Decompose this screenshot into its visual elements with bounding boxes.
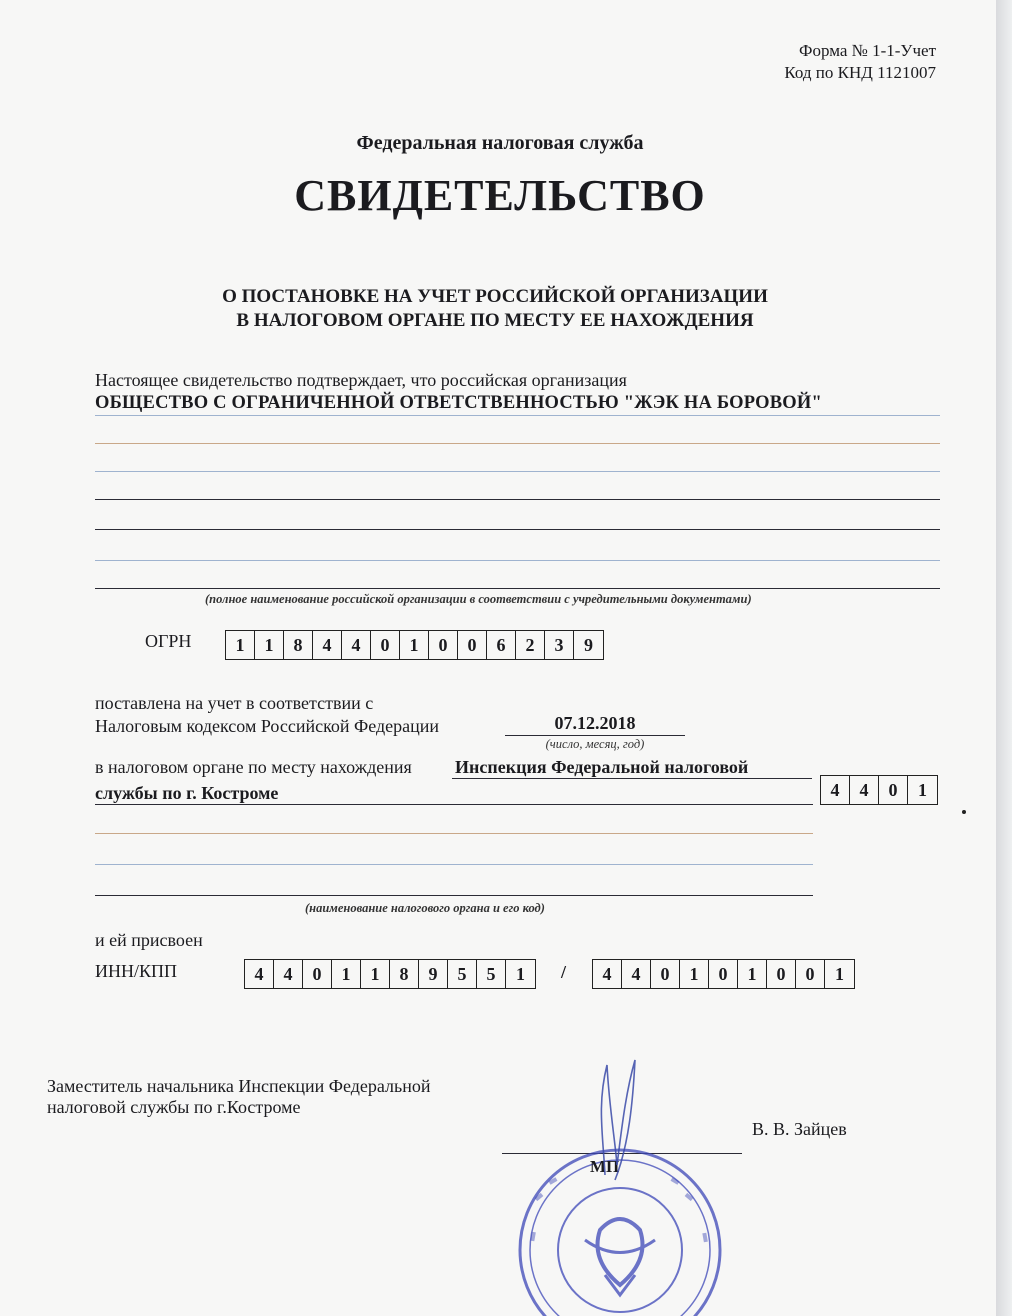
authority-code-digit: 0 xyxy=(879,776,908,804)
ogrn-digit: 0 xyxy=(429,631,458,659)
ogrn-digit: 1 xyxy=(400,631,429,659)
ogrn-digit: 1 xyxy=(226,631,255,659)
inn-digit: 5 xyxy=(448,960,477,988)
date-rule xyxy=(505,735,685,736)
form-rule xyxy=(95,529,940,530)
agency-name: Федеральная налоговая служба xyxy=(356,132,644,154)
date-caption: (число, месяц, год) xyxy=(545,737,645,751)
knd-code-line: Код по КНД 1121007 xyxy=(784,63,936,82)
ogrn-digit: 0 xyxy=(458,631,487,659)
kpp-digit: 1 xyxy=(738,960,767,988)
kpp-digit: 4 xyxy=(593,960,622,988)
authority-code-digit: 4 xyxy=(850,776,879,804)
kpp-digit: 0 xyxy=(651,960,680,988)
signatory-name: В. В. Зайцев xyxy=(752,1119,847,1139)
inn-digit-boxes xyxy=(244,959,536,989)
document-title: СВИДЕТЕЛЬСТВО xyxy=(294,171,706,220)
handwritten-signature xyxy=(545,1045,675,1185)
form-rule xyxy=(95,895,813,896)
authority-code-digit: 4 xyxy=(821,776,850,804)
authority-prefix: в налоговом органе по месту нахождения xyxy=(95,757,412,777)
position-line-2: налоговой службы по г.Костроме xyxy=(47,1097,301,1117)
form-rule xyxy=(95,499,940,500)
ogrn-digit: 0 xyxy=(371,631,400,659)
inn-digit: 1 xyxy=(516,963,525,984)
page-edge-shadow xyxy=(996,0,1012,1316)
form-number xyxy=(784,40,936,84)
kpp-digit: 4 xyxy=(622,960,651,988)
kpp-digit: 1 xyxy=(835,963,844,984)
assignment-label: и ей присвоен xyxy=(95,930,203,950)
organization-name-caption: (полное наименование российской организации в соответствии с учредительными документами) xyxy=(205,592,752,606)
ogrn-digit: 9 xyxy=(584,634,593,655)
ogrn-digit: 2 xyxy=(516,631,545,659)
document-subtitle xyxy=(0,285,990,333)
kpp-digit: 0 xyxy=(796,960,825,988)
inn-digit: 1 xyxy=(361,960,390,988)
inn-digit: 9 xyxy=(419,960,448,988)
inn-digit: 4 xyxy=(274,960,303,988)
form-rule xyxy=(95,864,813,865)
signatory-position xyxy=(47,1076,431,1118)
subtitle-line-1: О ПОСТАНОВКЕ НА УЧЕТ РОССИЙСКОЙ ОРГАНИЗАЦИИ xyxy=(222,286,768,307)
kpp-digit: 0 xyxy=(709,960,738,988)
authority-code-digit: 1 xyxy=(918,779,927,800)
ogrn-digit: 8 xyxy=(284,631,313,659)
inn-digit: 5 xyxy=(477,960,506,988)
ogrn-digit-boxes xyxy=(225,630,604,660)
seal-label: МП xyxy=(590,1157,620,1176)
registration-line-1: поставлена на учет в соответствии с xyxy=(95,693,374,713)
speck-mark xyxy=(962,810,966,814)
kpp-digit: 0 xyxy=(767,960,796,988)
registration-date: 07.12.2018 xyxy=(554,713,636,733)
registration-line-2: Налоговым кодексом Российской Федерации xyxy=(95,716,440,736)
form-rule xyxy=(95,833,813,834)
form-rule xyxy=(452,778,812,779)
organization-name: ОБЩЕСТВО С ОГРАНИЧЕННОЙ ОТВЕТСТВЕННОСТЬЮ "ЖЭК НА БОРОВОЙ" xyxy=(95,393,822,413)
subtitle-line-2: В НАЛОГОВОМ ОРГАНЕ ПО МЕСТУ ЕЕ НАХОЖДЕНИЯ xyxy=(236,310,754,331)
inn-kpp-label: ИНН/КПП xyxy=(95,961,178,981)
form-rule xyxy=(95,804,813,805)
ogrn-digit: 4 xyxy=(342,631,371,659)
form-number-line: Форма № 1-1-Учет xyxy=(799,41,936,60)
inn-digit: 1 xyxy=(332,960,361,988)
inn-digit: 0 xyxy=(303,960,332,988)
intro-text: Настоящее свидетельство подтверждает, что российская организация xyxy=(95,370,627,390)
kpp-digit: 1 xyxy=(680,960,709,988)
form-rule xyxy=(95,471,940,472)
form-rule xyxy=(95,443,940,444)
ogrn-digit: 1 xyxy=(255,631,284,659)
ogrn-label: ОГРН xyxy=(145,631,192,651)
inn-digit: 4 xyxy=(245,960,274,988)
ogrn-digit: 3 xyxy=(545,631,574,659)
authority-name-line-1: Инспекция Федеральной налоговой xyxy=(455,757,749,777)
form-rule xyxy=(95,588,940,589)
inn-kpp-separator: / xyxy=(561,962,567,982)
form-rule xyxy=(95,415,940,416)
form-rule xyxy=(95,560,940,561)
ogrn-digit: 4 xyxy=(313,631,342,659)
position-line-1: Заместитель начальника Инспекции Федеральной xyxy=(47,1076,431,1096)
authority-code-boxes xyxy=(820,775,938,805)
inn-digit: 8 xyxy=(390,960,419,988)
ogrn-digit: 6 xyxy=(487,631,516,659)
authority-caption: (наименование налогового органа и его код) xyxy=(305,901,545,915)
authority-name-line-2: службы по г. Костроме xyxy=(95,783,279,803)
kpp-digit-boxes xyxy=(592,959,855,989)
